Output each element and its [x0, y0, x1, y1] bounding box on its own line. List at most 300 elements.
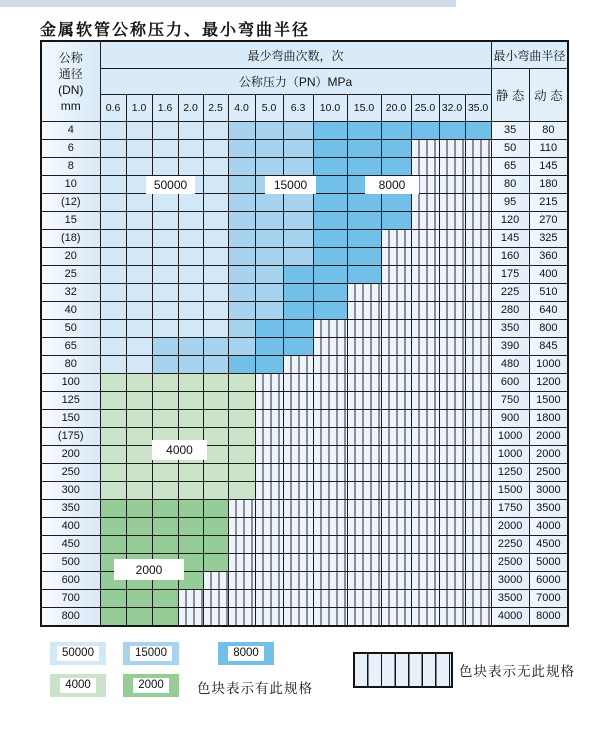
no-spec-cell	[228, 572, 255, 590]
dynamic-radius-cell: 5000	[529, 554, 568, 572]
spec-cell	[347, 230, 381, 248]
no-spec-cell	[381, 374, 411, 392]
no-spec-cell	[465, 374, 491, 392]
dn-header-line: 公称	[58, 50, 83, 65]
no-spec-cell	[439, 500, 465, 518]
spec-cell	[178, 536, 203, 554]
table-row	[41, 410, 568, 428]
spec-cell	[203, 374, 228, 392]
no-spec-cell	[347, 392, 381, 410]
cycles-value-label: 15000	[266, 177, 315, 193]
no-spec-cell	[255, 446, 283, 464]
spec-cell	[126, 320, 152, 338]
static-radius-cell: 480	[491, 356, 529, 374]
spec-cell	[381, 194, 411, 212]
no-spec-cell	[439, 266, 465, 284]
spec-cell	[255, 122, 283, 140]
spec-cell	[100, 446, 126, 464]
no-spec-cell	[411, 410, 439, 428]
spec-cell	[228, 446, 255, 464]
table-row	[41, 482, 568, 500]
spec-cell	[100, 500, 126, 518]
spec-cell	[152, 338, 178, 356]
spec-cell	[126, 482, 152, 500]
legend-swatch	[50, 642, 106, 665]
pressure-header-cell: 2.5	[203, 95, 228, 122]
spec-cell	[152, 500, 178, 518]
dn-header-line: 通径	[58, 66, 83, 81]
spec-cell	[152, 518, 178, 536]
no-spec-cell	[439, 374, 465, 392]
dn-cell: (18)	[41, 230, 100, 248]
no-spec-cell	[439, 428, 465, 446]
cycles-value-label: 8000	[366, 177, 418, 193]
no-spec-cell	[411, 212, 439, 230]
legend-no-spec-swatch	[353, 652, 453, 688]
dynamic-radius-cell: 8000	[529, 608, 568, 627]
dynamic-radius-cell: 4500	[529, 536, 568, 554]
spec-cell	[283, 266, 313, 284]
pressure-header-cell: 10.0	[313, 95, 347, 122]
spec-cell	[178, 230, 203, 248]
spec-cell	[347, 122, 381, 140]
no-spec-cell	[283, 482, 313, 500]
legend-swatch	[50, 674, 106, 697]
static-radius-cell: 95	[491, 194, 529, 212]
no-spec-cell	[381, 482, 411, 500]
spec-cell	[228, 464, 255, 482]
no-spec-cell	[411, 464, 439, 482]
no-spec-cell	[228, 536, 255, 554]
dn-cell: 6	[41, 140, 100, 158]
no-spec-cell	[203, 608, 228, 627]
no-spec-cell	[347, 320, 381, 338]
no-spec-cell	[411, 248, 439, 266]
no-spec-cell	[439, 194, 465, 212]
no-spec-cell	[255, 482, 283, 500]
pressure-header-cell: 15.0	[347, 95, 381, 122]
spec-cell	[178, 122, 203, 140]
no-spec-cell	[465, 230, 491, 248]
no-spec-cell	[347, 446, 381, 464]
spec-cell	[381, 158, 411, 176]
spec-cell	[228, 320, 255, 338]
dn-cell: 25	[41, 266, 100, 284]
static-radius-cell: 65	[491, 158, 529, 176]
spec-cell	[100, 284, 126, 302]
no-spec-cell	[465, 410, 491, 428]
spec-cell	[228, 122, 255, 140]
spec-cell	[100, 158, 126, 176]
spec-cell	[152, 536, 178, 554]
dynamic-radius-cell: 1200	[529, 374, 568, 392]
spec-cell	[203, 194, 228, 212]
no-spec-cell	[465, 572, 491, 590]
legend-no-spec-text: 色块表示无此规格	[459, 664, 575, 679]
spec-cell	[228, 482, 255, 500]
cycles-value-label: 50000	[147, 177, 194, 193]
no-spec-cell	[411, 284, 439, 302]
spec-cell	[255, 284, 283, 302]
no-spec-cell	[255, 590, 283, 608]
spec-cell	[347, 140, 381, 158]
dn-header-line: mm	[60, 98, 81, 113]
dn-cell: 500	[41, 554, 100, 572]
no-spec-cell	[313, 554, 347, 572]
table-row	[41, 356, 568, 374]
spec-cell	[152, 140, 178, 158]
no-spec-cell	[255, 554, 283, 572]
pressure-header-cell: 0.6	[100, 95, 126, 122]
dynamic-radius-cell: 400	[529, 266, 568, 284]
spec-cell	[100, 230, 126, 248]
dn-cell: (12)	[41, 194, 100, 212]
table-row	[41, 374, 568, 392]
no-spec-cell	[255, 410, 283, 428]
no-spec-cell	[347, 572, 381, 590]
legend-swatch-value: 15000	[130, 646, 172, 661]
legend-swatch-value: 2000	[133, 678, 169, 693]
no-spec-cell	[465, 302, 491, 320]
spec-cell	[203, 338, 228, 356]
no-spec-cell	[439, 608, 465, 627]
static-radius-cell: 4000	[491, 608, 529, 627]
spec-cell	[178, 410, 203, 428]
no-spec-cell	[347, 374, 381, 392]
spec-cell	[152, 410, 178, 428]
dynamic-radius-cell: 145	[529, 158, 568, 176]
no-spec-cell	[381, 338, 411, 356]
spec-cell	[152, 482, 178, 500]
pressure-header-cell: 2.0	[178, 95, 203, 122]
spec-cell	[152, 230, 178, 248]
dn-cell: 125	[41, 392, 100, 410]
spec-cell	[228, 338, 255, 356]
dynamic-radius-cell: 7000	[529, 590, 568, 608]
no-spec-cell	[465, 500, 491, 518]
table-row	[41, 590, 568, 608]
dynamic-radius-cell: 845	[529, 338, 568, 356]
spec-cell	[255, 248, 283, 266]
dn-cell: (175)	[41, 428, 100, 446]
dynamic-radius-cell: 1500	[529, 392, 568, 410]
table-row	[41, 608, 568, 627]
spec-cell	[126, 158, 152, 176]
pressure-header-cell: 1.0	[126, 95, 152, 122]
table-row	[41, 446, 568, 464]
spec-cell	[203, 410, 228, 428]
spec-cell	[255, 212, 283, 230]
no-spec-cell	[381, 428, 411, 446]
table-row	[41, 266, 568, 284]
no-spec-cell	[381, 554, 411, 572]
spec-cell	[255, 338, 283, 356]
no-spec-cell	[313, 392, 347, 410]
spec-cell	[255, 158, 283, 176]
spec-cell	[100, 608, 126, 627]
no-spec-cell	[411, 536, 439, 554]
spec-cell	[178, 140, 203, 158]
no-spec-cell	[465, 446, 491, 464]
spec-cell	[178, 158, 203, 176]
spec-cell	[100, 302, 126, 320]
no-spec-cell	[255, 374, 283, 392]
spec-cell	[178, 392, 203, 410]
no-spec-cell	[381, 536, 411, 554]
min-bend-cycles-header: 最少弯曲次数，次	[100, 41, 491, 69]
no-spec-cell	[381, 392, 411, 410]
spec-cell	[203, 248, 228, 266]
spec-cell	[313, 158, 347, 176]
table-row	[41, 140, 568, 158]
table-row	[41, 320, 568, 338]
dn-cell: 200	[41, 446, 100, 464]
spec-cell	[228, 140, 255, 158]
no-spec-cell	[439, 320, 465, 338]
spec-cell	[178, 284, 203, 302]
spec-cell	[255, 140, 283, 158]
no-spec-cell	[178, 590, 203, 608]
legend-swatch-value: 8000	[228, 646, 264, 661]
no-spec-cell	[439, 140, 465, 158]
spec-cell	[255, 320, 283, 338]
min-bend-radius-header: 最小弯曲半径	[491, 41, 568, 69]
dn-cell: 800	[41, 608, 100, 627]
no-spec-cell	[465, 464, 491, 482]
no-spec-cell	[439, 284, 465, 302]
dynamic-radius-cell: 510	[529, 284, 568, 302]
no-spec-cell	[347, 356, 381, 374]
spec-cell	[178, 374, 203, 392]
spec-cell	[126, 410, 152, 428]
no-spec-cell	[381, 230, 411, 248]
no-spec-cell	[347, 302, 381, 320]
static-radius-cell: 2000	[491, 518, 529, 536]
spec-cell	[203, 140, 228, 158]
spec-cell	[152, 194, 178, 212]
static-radius-cell: 900	[491, 410, 529, 428]
no-spec-cell	[411, 482, 439, 500]
dynamic-radius-cell: 800	[529, 320, 568, 338]
spec-cell	[203, 356, 228, 374]
no-spec-cell	[283, 446, 313, 464]
spec-cell	[283, 212, 313, 230]
spec-cell	[313, 194, 347, 212]
dn-header-line: (DN)	[58, 82, 84, 97]
spec-cell	[381, 122, 411, 140]
no-spec-cell	[347, 608, 381, 627]
spec-cell	[178, 500, 203, 518]
dn-cell: 350	[41, 500, 100, 518]
no-spec-cell	[465, 320, 491, 338]
spec-cell	[100, 140, 126, 158]
dynamic-radius-cell: 1800	[529, 410, 568, 428]
spec-cell	[126, 446, 152, 464]
static-radius-cell: 3500	[491, 590, 529, 608]
no-spec-cell	[203, 590, 228, 608]
spec-cell	[126, 302, 152, 320]
table-row	[41, 392, 568, 410]
no-spec-cell	[411, 158, 439, 176]
no-spec-cell	[411, 356, 439, 374]
dynamic-radius-cell: 270	[529, 212, 568, 230]
spec-cell	[126, 248, 152, 266]
dn-cell: 100	[41, 374, 100, 392]
spec-cell	[347, 212, 381, 230]
static-radius-cell: 3000	[491, 572, 529, 590]
spec-cell	[283, 284, 313, 302]
pressure-header-cell: 25.0	[411, 95, 439, 122]
spec-cell	[178, 518, 203, 536]
dynamic-radius-cell: 1000	[529, 356, 568, 374]
pressure-header-cell: 1.6	[152, 95, 178, 122]
spec-cell	[313, 140, 347, 158]
spec-cell	[126, 212, 152, 230]
dynamic-radius-cell: 4000	[529, 518, 568, 536]
spec-cell	[152, 320, 178, 338]
no-spec-cell	[255, 608, 283, 627]
spec-cell	[381, 140, 411, 158]
static-radius-cell: 2250	[491, 536, 529, 554]
no-spec-cell	[255, 428, 283, 446]
spec-cell	[100, 176, 126, 194]
static-radius-cell: 350	[491, 320, 529, 338]
dynamic-radius-cell: 80	[529, 122, 568, 140]
spec-cell	[152, 122, 178, 140]
spec-cell	[203, 536, 228, 554]
legend-swatch-value: 4000	[60, 678, 96, 693]
spec-cell	[228, 194, 255, 212]
no-spec-cell	[283, 356, 313, 374]
spec-cell	[100, 374, 126, 392]
dn-cell: 20	[41, 248, 100, 266]
spec-cell	[313, 266, 347, 284]
spec-cell	[313, 248, 347, 266]
spec-cell	[100, 356, 126, 374]
dn-cell: 4	[41, 122, 100, 140]
no-spec-cell	[313, 536, 347, 554]
dn-cell: 80	[41, 356, 100, 374]
pressure-header-cell: 35.0	[465, 95, 491, 122]
table-row	[41, 194, 568, 212]
spec-cell	[203, 284, 228, 302]
spec-cell	[347, 248, 381, 266]
no-spec-cell	[313, 410, 347, 428]
dn-cell: 40	[41, 302, 100, 320]
no-spec-cell	[203, 572, 228, 590]
no-spec-cell	[313, 446, 347, 464]
no-spec-cell	[255, 500, 283, 518]
spec-cell	[465, 122, 491, 140]
spec-cell	[100, 536, 126, 554]
spec-cell	[178, 464, 203, 482]
spec-cell	[228, 158, 255, 176]
no-spec-cell	[313, 482, 347, 500]
no-spec-cell	[255, 464, 283, 482]
spec-cell	[152, 374, 178, 392]
no-spec-cell	[313, 518, 347, 536]
no-spec-cell	[465, 284, 491, 302]
no-spec-cell	[411, 374, 439, 392]
dn-cell: 600	[41, 572, 100, 590]
spec-cell	[203, 212, 228, 230]
no-spec-cell	[465, 248, 491, 266]
spec-cell	[283, 140, 313, 158]
spec-cell	[178, 320, 203, 338]
static-radius-cell: 1500	[491, 482, 529, 500]
pressure-header-cell: 5.0	[255, 95, 283, 122]
spec-cell	[100, 482, 126, 500]
no-spec-cell	[347, 536, 381, 554]
spec-cell	[126, 590, 152, 608]
no-spec-cell	[465, 608, 491, 627]
dynamic-radius-cell: 180	[529, 176, 568, 194]
spec-cell	[100, 338, 126, 356]
no-spec-cell	[439, 410, 465, 428]
no-spec-cell	[178, 608, 203, 627]
spec-cell	[283, 194, 313, 212]
no-spec-cell	[439, 302, 465, 320]
dynamic-radius-cell: 2000	[529, 446, 568, 464]
static-radius-cell: 750	[491, 392, 529, 410]
no-spec-cell	[347, 338, 381, 356]
static-radius-cell: 390	[491, 338, 529, 356]
static-radius-cell: 80	[491, 176, 529, 194]
table-row	[41, 122, 568, 140]
cycles-value-label: 4000	[153, 441, 206, 459]
no-spec-cell	[347, 500, 381, 518]
no-spec-cell	[465, 338, 491, 356]
no-spec-cell	[381, 266, 411, 284]
spec-cell	[228, 302, 255, 320]
no-spec-cell	[411, 590, 439, 608]
no-spec-cell	[411, 230, 439, 248]
table-row	[41, 248, 568, 266]
static-radius-cell: 175	[491, 266, 529, 284]
no-spec-cell	[411, 320, 439, 338]
static-radius-cell: 160	[491, 248, 529, 266]
spec-cell	[126, 428, 152, 446]
dn-cell: 32	[41, 284, 100, 302]
spec-cell	[152, 590, 178, 608]
no-spec-cell	[381, 284, 411, 302]
no-spec-cell	[411, 428, 439, 446]
spec-cell	[313, 302, 347, 320]
spec-cell	[126, 392, 152, 410]
no-spec-cell	[465, 482, 491, 500]
spec-cell	[203, 428, 228, 446]
no-spec-cell	[313, 500, 347, 518]
page-title: 金属软管公称压力、最小弯曲半径	[40, 19, 311, 39]
spec-cell	[100, 428, 126, 446]
table-row	[41, 464, 568, 482]
no-spec-cell	[465, 428, 491, 446]
pressure-bend-radius-table	[40, 40, 569, 627]
spec-cell	[283, 302, 313, 320]
spec-cell	[126, 536, 152, 554]
spec-cell	[228, 266, 255, 284]
no-spec-cell	[439, 212, 465, 230]
spec-cell	[100, 194, 126, 212]
spec-cell	[347, 158, 381, 176]
no-spec-cell	[411, 140, 439, 158]
no-spec-cell	[411, 500, 439, 518]
spec-cell	[203, 122, 228, 140]
dn-column-header	[41, 41, 100, 122]
no-spec-cell	[347, 464, 381, 482]
static-radius-cell: 1750	[491, 500, 529, 518]
table-row	[41, 212, 568, 230]
